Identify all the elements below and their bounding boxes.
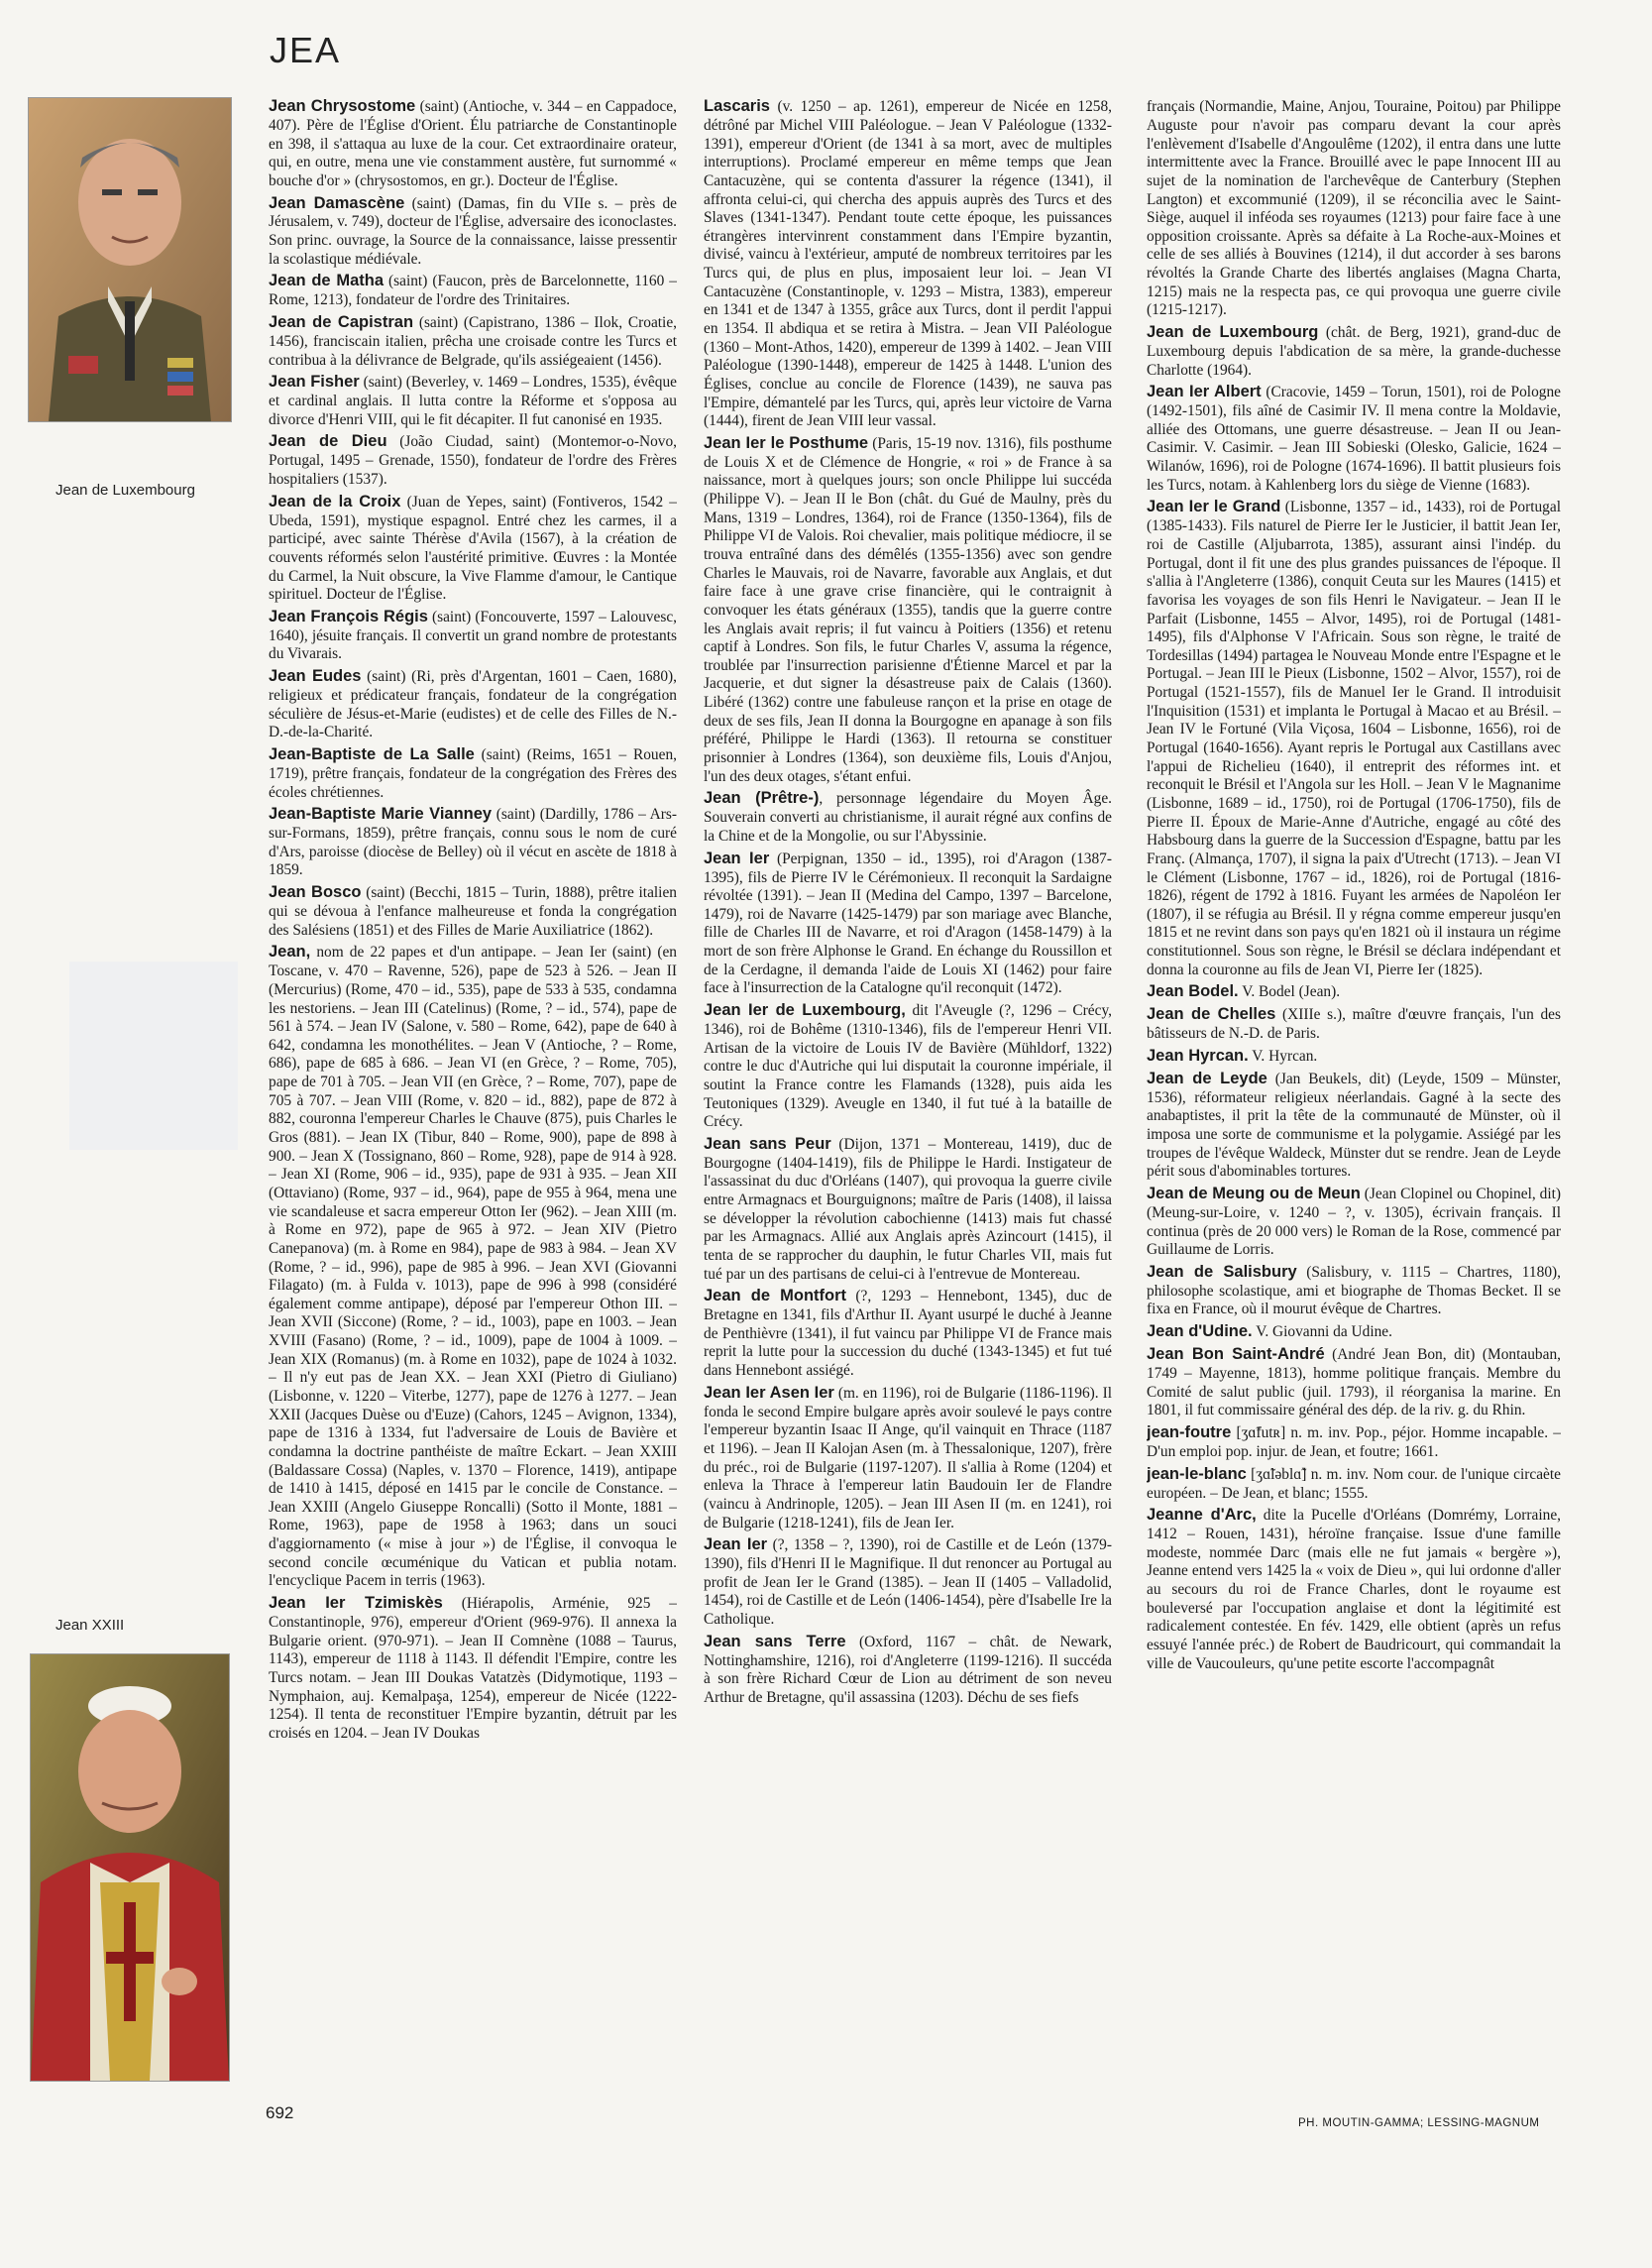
entry-headword: Jeanne d'Arc, — [1147, 1506, 1257, 1525]
entry-headword: Jean de Matha — [269, 272, 385, 290]
dictionary-entry — [269, 97, 677, 191]
entry-headword: Jean de Salisbury — [1147, 1262, 1297, 1281]
dictionary-entry — [704, 789, 1112, 846]
entry-headword: Jean-Baptiste Marie Vianney — [269, 805, 493, 824]
entry-text: dite la Pucelle d'Orléans (Domrémy, Lorraine, 1412 – Rouen, 1431), héroïne française. Issue d'une famille modeste, nommée Darc (mais elle ne fut jamais « bergère »), Jeanne entend vers 1425 la « voix de Dieu », qui lui ordonne d'aller au secours du roi de France Charles, dont le royaume est bouleversé par l'occupation anglaise et dont la légitimité est radicalement contestée. En fév. 1429, elle obtient (après un refus essuyé l'année préc.) de Robert de Baudricourt, qui commandait la ville de Vaucouleurs, qu'une petite escorte l'accompagnât — [1147, 1507, 1561, 1672]
text-column-1 — [269, 97, 677, 2090]
entry-headword: Jean d'Udine. — [1147, 1322, 1253, 1341]
entry-headword: Jean de la Croix — [269, 492, 401, 510]
dictionary-entry — [1147, 1423, 1561, 1462]
entry-text: (Dijon, 1371 – Montereau, 1419), duc de Bourgogne (1404-1419), fils de Philippe le Hardi. Instigateur de l'assassinat du duc d'Orléans (1407), qui provoqua la guerre civile entre Armagnacs et Bourguignons; maître de Paris (1408), il laissa se développer la révolution cabochienne (1413) mais fut chassé par les Armagnacs. Allié aux Anglais après Azincourt (1415), il tenta de se rapprocher du dauphin, le futur Charles VII, mais fut tué par un des partisans de celui-ci à l'entrevue de Montereau. — [704, 1135, 1112, 1283]
photo-caption-luxembourg: Jean de Luxembourg — [55, 482, 195, 499]
entry-text: (saint) (Capistrano, 1386 – Ilok, Croatie, 1456), franciscain italien, prêcha une croisade contre les Turcs et contribua à la délivrance de Belgrade, qu'ils assiégeaient (1456). — [269, 313, 677, 369]
dictionary-entry — [269, 883, 677, 940]
entry-text: (André Jean Bon, dit) (Montauban, 1749 – Mayenne, 1813), homme politique français. Membre du Comité de salut public (juil. 1793), il réorganisa la marine. En 1801, il fut commissaire général des dép. de la riv. g. du Rhin. — [1147, 1346, 1561, 1419]
entry-headword: Jean Ier le Grand — [1147, 498, 1281, 516]
entry-text: V. Hyrcan. — [1248, 1047, 1318, 1065]
portrait-image-luxembourg — [29, 98, 231, 421]
entry-headword: Jean Ier — [704, 849, 770, 867]
entry-headword: Jean Ier Tzimiskès — [269, 1594, 443, 1613]
dictionary-entry — [704, 1535, 1112, 1630]
entry-headword: Jean de Capistran — [269, 312, 414, 331]
entry-text: (Hiérapolis, Arménie, 925 – Constantinople, 976), empereur d'Orient (969-976). Il annexa la Bulgarie orient. (970-971). – Jean II Comnène (1088 – Taurus, 1143), empereur de 1118 à 1143. Il défendit l'Empire, contre les Turcs notam. – Jean III Doukas Vatatzès (Didymotique, 1193 – Nymphaion, auj. Kemalpaşa, 1254), empereur de Nicée (1222-1254). Il tenta de reconstituer l'Empire byzantin, détruit par les croisés en 1204. – Jean IV Doukas — [269, 1595, 677, 1742]
entry-text: (saint) (Dardilly, 1786 – Ars-sur-Formans, 1859), prêtre français, connu sous le nom de curé d'Ars, paroisse (diocèse de Belley) où il vécut en ascète de 1818 à 1859. — [269, 806, 677, 879]
entry-headword: Jean Chrysostome — [269, 97, 416, 115]
photo-credit: PH. MOUTIN-GAMMA; LESSING-MAGNUM — [1298, 2117, 1540, 2129]
dictionary-entry — [704, 1287, 1112, 1381]
entry-text: (saint) (Damas, fin du VIIe s. – près de Jérusalem, v. 749), docteur de l'Église, adversaire des iconoclastes. Son princ. ouvrage, la Source de la connaissance, laisse pressentir la scolastique médiévale. — [269, 194, 677, 268]
running-head: JEA — [270, 30, 342, 70]
entry-text: (?, 1358 – ?, 1390), roi de Castille et de León (1379-1390), fils d'Henri II le Magnifique. Il dut renoncer au Portugal au profit de Jean Ier le Grand (1385). – Jean II (1405 – Valladolid, 1454), roi de Castille et de León (1406-1454), père d'Isabelle Ire la Catholique. — [704, 1536, 1112, 1629]
dictionary-entry — [269, 745, 677, 802]
portrait-image-pope — [31, 1654, 229, 2081]
photo-jean-de-luxembourg — [28, 97, 232, 422]
entry-text: (chât. de Berg, 1921), grand-duc de Luxembourg depuis l'abdication de sa mère, la grande-duchesse Charlotte (1964). — [1147, 324, 1561, 379]
dictionary-entry — [269, 943, 677, 1591]
dictionary-entry — [1147, 1005, 1561, 1044]
entry-text: (saint) (Foncouverte, 1597 – Lalouvesc, 1640), jésuite français. Il convertit un grand nombre de protestants du Vivarais. — [269, 608, 677, 663]
dictionary-entry — [269, 432, 677, 489]
entry-text: (saint) (Antioche, v. 344 – en Cappadoce, 407). Père de l'Église d'Orient. Élu patriarche de Constantinople en 398, il s'attaqua au luxe de la cour. Cet extraordinaire orateur, qui, en outre, mena une vie constamment austère, fut surnommé « bouche d'or » (chrysostomos, en gr.). Docteur de l'Église. — [269, 98, 677, 189]
entry-text: (Jean Clopinel ou Chopinel, dit) (Meung-sur-Loire, v. 1240 – ?, v. 1305), écrivain français. Il continua (près de 20 000 vers) le Roman de la Rose, commencé par Guillaume de Lorris. — [1147, 1186, 1561, 1259]
dictionary-entry — [269, 805, 677, 880]
dictionary-entry — [1147, 1070, 1561, 1182]
dictionary-entry — [704, 434, 1112, 786]
entry-headword: Jean de Luxembourg — [1147, 323, 1319, 341]
dictionary-entry — [1147, 1185, 1561, 1260]
entry-headword: Jean Ier Albert — [1147, 383, 1262, 401]
dictionary-entry — [269, 373, 677, 429]
entry-headword: Jean Bodel. — [1147, 982, 1239, 1001]
entry-headword: jean-le-blanc — [1147, 1464, 1247, 1483]
entry-headword: Jean Ier de Luxembourg, — [704, 1001, 906, 1019]
entry-text: (Perpignan, 1350 – id., 1395), roi d'Aragon (1387-1395), fils de Pierre IV le Cérémonieux. Il reconquit la Sardaigne révoltée (1391). – Jean II (Medina del Campo, 1397 – Barcelone, 1479), roi de Navarre (1425-1479) par son mariage avec Blanche, fille de Charles III de Navarre, et roi d'Aragon (1458-1479) à la mort de son frère Alphonse le Grand. En échange du Roussillon et de la Cerdagne, il demanda l'aide de Louis XI (1462) pour faire face à l'insurrection de la Catalogne qu'il reconquit (1472). — [704, 850, 1112, 997]
entry-text: [ʒɑ̃ləblɑ̃] n. m. inv. Nom cour. de l'unique circaète européen. – De Jean, et blanc; 1555. — [1147, 1465, 1561, 1502]
entry-text: (saint) (Faucon, près de Barcelonnette, 1160 – Rome, 1213), fondateur de l'ordre des Trinitaires. — [269, 273, 677, 309]
entry-headword: Jean François Régis — [269, 607, 428, 625]
dictionary-entry — [1147, 498, 1561, 979]
dictionary-entry — [704, 1001, 1112, 1132]
entry-text: (?, 1293 – Hennebont, 1345), duc de Bretagne en 1341, fils d'Arthur II. Ayant usurpé le duché à Jeanne de Penthièvre (1341), il fut vaincu par Philippe VI de France mais reprit la lutte pour la succession du duché (1343-1345) et fut tué dans Hennebont assiégé. — [704, 1288, 1112, 1380]
dictionary-entry — [269, 313, 677, 370]
entry-headword: Jean de Montfort — [704, 1287, 847, 1305]
dictionary-entry — [269, 272, 677, 310]
entry-text: (saint) (Ri, près d'Argentan, 1601 – Caen, 1680), religieux et prédicateur français, fondateur de la congrégation séculière de Jésus-et-Marie (eudistes) et de celle des Filles de N.-D.-de-la-Charité. — [269, 668, 677, 741]
bleed-through-shadow — [69, 962, 238, 1150]
entry-text: [ʒɑ̃futʀ] n. m. inv. Pop., péjor. Homme incapable. – D'un emploi pop. injur. de Jean, et foutre; 1661. — [1147, 1423, 1561, 1460]
text-column-3 — [1147, 97, 1561, 2090]
entry-headword: Jean de Dieu — [269, 432, 387, 451]
entry-headword: Lascaris — [704, 97, 770, 115]
entry-headword: Jean Fisher — [269, 373, 360, 392]
entry-headword: Jean, — [269, 943, 311, 962]
entry-headword: Jean Damascène — [269, 193, 405, 212]
entry-headword: Jean sans Peur — [704, 1134, 831, 1153]
dictionary-entry — [1147, 1047, 1561, 1067]
entry-headword: Jean de Chelles — [1147, 1005, 1276, 1024]
entry-text: (XIIIe s.), maître d'œuvre français, l'un des bâtisseurs de N.-D. de Paris. — [1147, 1006, 1561, 1043]
dictionary-entry — [1147, 97, 1561, 320]
dictionary-entry — [269, 1594, 677, 1743]
entry-text: V. Bodel (Jean). — [1238, 983, 1341, 1001]
dictionary-entry — [1147, 383, 1561, 495]
dictionary-entry — [269, 493, 677, 605]
entry-headword: Jean de Leyde — [1147, 1069, 1267, 1087]
dictionary-entry — [1147, 1263, 1561, 1319]
entry-text: nom de 22 papes et d'un antipape. – Jean Ier (saint) (en Toscane, v. 470 – Ravenne, 526), pape de 523 à 526. – Jean II (Mercurius) (Rome, 470 – id., 535), pape de 533 à 535, condamna les nestoriens. – Jean III (Catelinus) (Rome, ? – id., 574), pape de 561 à 574. – Jean IV (Salone, v. 580 – Rome, 642), pape de 640 à 642, condamna les monothélites. – Jean V (Antioche, ? – Rome, 686), pape de 685 à 686. – Jean VI (en Grèce, ? – Rome, 705), pape de 701 à 705. – Jean VII (en Grèce, ? – Rome, 707), pape de 705 à 707. – Jean VIII (Rome, v. 820 – id., 882), pape de 872 à 882, couronna l'empereur Charles le Chauve (875), puis Charles le Gros (881). – Jean IX (Tibur, 840 – Rome, 900), pape de 898 à 900. – Jean X (Tossignano, 860 – Rome, 928), pape de 914 à 928. – Jean XI (Rome, 906 – id., 935), pape de 931 à 935. – Jean XII (Ottaviano) (Rome, 937 – id., 964), pape de 955 à 964, mena une vie scandaleuse et sacra empereur Otton Ier (962). – Jean XIII (m. à Rome en 972), pape de 965 à 972. – Jean XIV (Pietro Canepanova) (m. à Rome en 984), pape de 983 à 984. – Jean XV (Rome, ? – id., 996), pape de 985 à 996. – Jean XVI (Giovanni Filagato) (m. à Fulda v. 1013), pape de 996 à 998 (considéré également comme antipape), déposé par l'empereur Othon III. – Jean XVII (Siccone) (Rome, ? – id., 1003), pape en 1003. – Jean XVIII (Fasano) (Rome, ? – id., 1009), pape de 1004 à 1009. – Jean XIX (Romanus) (m. à Rome en 1032), pape de 1024 à 1032. – Il n'y eut pas de Jean XX. – Jean XXI (Pietro di Giuliano) (Lisbonne, v. 1220 – Viterbe, 1277), pape de 1276 à 1277. – Jean XXII (Jacques Duèse ou d'Euze) (Cahors, 1245 – Avignon, 1334), pape de 1316 à 1334, fut l'adversaire de Louis de Bavière et condamna la doctrine panthéiste de maître Eckart. – Jean XXIII (Baldassare Cossa) (Naples, v. 1370 – Florence, 1419), antipape de 1410 à 1415, déposé en 1415 par le concile de Constance. – Jean XXIII (Angelo Giuseppe Roncalli) (Sotto il Monte, 1881 – Rome, 1963), pape de 1958 à 1963; dans un souci d'aggiornamento (« mise à jour ») de l'Église, il convoqua le second concile œcuménique du Vatican et publia notam. l'encyclique Pacem in terris (1963). — [269, 944, 677, 1590]
entry-headword: Jean sans Terre — [704, 1632, 846, 1650]
dictionary-entry — [1147, 982, 1561, 1002]
entry-headword: Jean Hyrcan. — [1147, 1046, 1249, 1065]
dictionary-entry — [704, 97, 1112, 431]
photo-caption-jean-xxiii: Jean XXIII — [55, 1617, 125, 1634]
entry-headword: Jean Bon Saint-André — [1147, 1345, 1325, 1364]
entry-headword: jean-foutre — [1147, 1422, 1232, 1441]
entry-text: dit l'Aveugle (?, 1296 – Crécy, 1346), roi de Bohême (1310-1346), fils de l'empereur Henri VII. Artisan de la victoire de Louis IV de Bavière (Mühldorf, 1322) contre le duc d'Autriche qui lui disputait la couronne impériale, il soutint la France contre les Flamands (1328), puis aida les Teutoniques (1329). Aveugle en 1340, il fut tué à la bataille de Crécy. — [704, 1002, 1112, 1131]
dictionary-entry — [704, 1633, 1112, 1708]
entry-headword: Jean Ier — [704, 1535, 768, 1554]
entry-headword: Jean-Baptiste de La Salle — [269, 744, 475, 763]
entry-headword: Jean Ier le Posthume — [704, 433, 869, 452]
entry-text: français (Normandie, Maine, Anjou, Touraine, Poitou) par Philippe Auguste pour n'avoir pas comparu devant la cour après l'enlèvement d'Isabelle d'Angoulême (1202), il entra dans une lutte intermittente avec la France. Brouillé avec le pape Innocent III au sujet de la nomination de l'archevêque de Canterbury (Stephen Langton) et excommunié (1209), il se réconcilia avec le Saint-Siège, auquel il inféoda ses royaumes (1213) pour faire face à une opposition croissante. Après sa défaite à La Roche-aux-Moines et celle de ses alliés à Bouvines (1214), il dut accorder à ses barons révoltés la Grande Charte des libertés anglaises (Magna Charta, 1215) mais ne la respecta pas, ce qui provoqua une guerre civile (1215-1217). — [1147, 98, 1561, 319]
dictionary-entry — [1147, 1465, 1561, 1504]
dictionary-entry — [1147, 1322, 1561, 1342]
entry-text: (m. en 1196), roi de Bulgarie (1186-1196). Il fonda le second Empire bulgare après avoir soulevé le pays contre l'empereur byzantin Isaac II Ange, qu'il vainquit en Thrace (1187 et 1196). – Jean II Kalojan Asen (m. à Thessalonique, 1207), frère du préc., roi de Bulgarie (1197-1207). Il s'allia à Rome (1204) et enleva la Thrace à l'empereur latin Baudouin Ier de Flandre (vaincu à Andrinople, 1205). – Jean III Asen II (m. en 1241), roi de Bulgarie (1218-1241), fils de Jean Ier. — [704, 1384, 1112, 1531]
photo-jean-xxiii — [30, 1653, 230, 2082]
entry-text: (saint) (Beverley, v. 1469 – Londres, 1535), évêque et cardinal anglais. Il lutta contre la Réforme et s'opposa au divorce d'Henri VIII, qui le fit décapiter. Il fut canonisé en 1935. — [269, 374, 677, 428]
entry-headword: Jean Eudes — [269, 667, 362, 686]
entry-text: (Salisbury, v. 1115 – Chartres, 1180), philosophe scolastique, ami et biographe de Thomas Becket. Il se fixa en France, où il mourut évêque de Chartres. — [1147, 1263, 1561, 1318]
dictionary-entry — [269, 194, 677, 270]
entry-text: (Juan de Yepes, saint) (Fontiveros, 1542 – Ubeda, 1591), mystique espagnol. Entré chez les carmes, il a participé, avec sainte Thérèse d'Avila (1567), à la création de couvents réformés selon l'austérité primitive. Œuvres : la Montée du Carmel, la Nuit obscure, la Vive Flamme d'amour, le Cantique spirituel. Docteur de l'Église. — [269, 493, 677, 604]
dictionary-entry — [269, 667, 677, 742]
entry-headword: Jean Ier Asen Ier — [704, 1383, 834, 1402]
entry-text: (v. 1250 – ap. 1261), empereur de Nicée en 1258, détrôné par Michel VIII Paléologue. – Jean V Paléologue (1332-1391), empereur d'Orient (de 1341 à sa mort, avec de multiples interruptions). Proclamé empereur en même temps que Jean Cantacuzène, qui se contenta d'assurer la régence (1341), il affronta celui-ci, qui chercha des appuis auprès des Turcs et des Slaves (1341-1347). Pendant toute cette époque, les puissances étrangères intervinrent constamment dans l'Empire byzantin, divisé, vaincu à l'extérieur, amputé de nombreux territoires par les Turcs qui, de plus en plus, imposaient leur loi. – Jean VI Cantacuzène (Constantinople, v. 1293 – Mistra, 1383), empereur en 1341 et de 1347 à 1355, grâce aux Turcs, dont il perdit l'appui en 1354. Il abdiqua et se retira à Mistra. – Jean VII Paléologue (1360 – Mont-Athos, 1420), empereur de 1399 à 1402. – Jean VIII Paléologue (1390-1448), empereur de 1425 à 1448. L'union des Églises, conclue au concile de Florence (1439), ne sauva pas l'Empire, démantelé par les Turcs, qui, après leur victoire de Varna (1444), firent de Jean VIII leur vassal. — [704, 98, 1112, 430]
entry-headword: Jean Bosco — [269, 883, 362, 902]
dictionary-entry — [1147, 1506, 1561, 1673]
entry-text: (saint) (Reims, 1651 – Rouen, 1719), prêtre français, fondateur de la congrégation des Frères des écoles chrétiennes. — [269, 745, 677, 801]
dictionary-entry — [1147, 323, 1561, 380]
entry-text: (João Ciudad, saint) (Montemor-o-Novo, Portugal, 1495 – Grenade, 1550), fondateur de l'ordre des Frères hospitaliers (1537). — [269, 433, 677, 489]
dictionary-entry — [1147, 1345, 1561, 1420]
entry-headword: Jean de Meung ou de Meun — [1147, 1185, 1361, 1203]
entry-text: (Oxford, 1167 – chât. de Newark, Nottinghamshire, 1216), roi d'Angleterre (1199-1216). Il succéda à son frère Richard Cœur de Lion au détriment de son neveu Arthur de Bretagne, qu'il assassina (1203). Déchu de ses fiefs — [704, 1633, 1112, 1706]
entry-text: (saint) (Becchi, 1815 – Turin, 1888), prêtre italien qui se dévoua à l'enfance malheureuse et fonda la congrégation des Salésiens (1851) et des Filles de Marie Auxiliatrice (1862). — [269, 884, 677, 939]
entry-text: (Paris, 15-19 nov. 1316), fils posthume de Louis X et de Clémence de Hongrie, « roi » de France à sa naissance, mort à quelques jours; son oncle Philippe lui succéda (Philippe V). – Jean II le Bon (chât. du Gué de Maulny, près du Mans, 1319 – Londres, 1364), roi de France (1350-1364), fils de Philippe VI de Valois. Roi chevalier, mais politique médiocre, il se trouva entraîné dans des démêlés (1355-1356) avec son gendre Charles le Mauvais, roi de Navarre, favorable aux Anglais, et dut faire face à une grave crise financière, qui le contraignit à convoquer les états généraux (1355), tandis que la guerre contre les Anglais avait repris; il fut vaincu à Poitiers (1356) et retenu captif à Londres. Son fils, le futur Charles V, assuma la régence, troublée par l'insurrection parisienne d'Étienne Marcel et par la Jacquerie, et dut signer la désastreuse paix de Calais (1360). Libéré (1362) contre une fabuleuse rançon et la prise en otage de deux de ses fils, Jean II donna la Bourgogne en apanage à son fils préféré, Philippe le Hardi (1363). Il retourna se constituer prisonnier à Londres (1364), son deuxième fils, Louis d'Anjou, l'un des deux otages, s'étant enfui. — [704, 434, 1112, 785]
entry-text: , personnage légendaire du Moyen Âge. Souverain converti au christianisme, il aurait régné aux confins de la Chine et de la Mongolie, ou sur l'Abyssinie. — [704, 790, 1112, 845]
page-number: 692 — [266, 2103, 294, 2122]
dictionary-entry — [269, 608, 677, 664]
entry-text: V. Giovanni da Udine. — [1252, 1323, 1392, 1341]
entry-text: (Cracovie, 1459 – Torun, 1501), roi de Pologne (1492-1501), fils aîné de Casimir IV. Il mena contre la Moldavie, alliée des Ottomans, une guerre désastreuse. – Jean II ou Jean-Casimir. V. Casimir. – Jean III Sobieski (Olesko, Galicie, 1624 – Wilanów, 1696), roi de Pologne (1674-1696). Il battit plusieurs fois les Turcs, notam. à Kahlenberg lors du siège de Vienne (1683). — [1147, 384, 1561, 494]
entry-headword: Jean (Prêtre-) — [704, 789, 820, 808]
dictionary-entry — [704, 1135, 1112, 1284]
dictionary-entry — [704, 1384, 1112, 1532]
dictionary-entry — [704, 850, 1112, 998]
entry-text: (Jan Beukels, dit) (Leyde, 1509 – Münster, 1536), réformateur religieux néerlandais. Gagné à la secte des anabaptistes, il prit la tête de la communauté de Münster, où il imposa une sorte de communisme et la polygamie. Assiégé par les troupes de l'évêque Waldeck, Münster dut se rendre. Jean de Leyde périt sous d'abominables tortures. — [1147, 1070, 1561, 1181]
entry-text: (Lisbonne, 1357 – id., 1433), roi de Portugal (1385-1433). Fils naturel de Pierre Ier le Justicier, il battit Jean Ier, roi de Castille (Aljubarrota, 1385), assurant ainsi l'indép. du Portugal, dont il fit une des plus grandes puissances de l'époque. Il s'allia à l'Angleterre (1386), conquit Ceuta sur les Maures (1415) et favorisa les voyages de son fils Henri le Navigateur. – Jean II le Parfait (Lisbonne, 1455 – Alvor, 1495), roi de Portugal (1481-1495), fils d'Alphonse V l'Africain. Sous son règne, le traité de Tordesillas (1494) partagea le Nouveau Monde entre l'Espagne et le Portugal. – Jean III le Pieux (Lisbonne, 1502 – Alvor, 1557), roi de Portugal (1521-1557), fils de Manuel Ier le Grand. Il introduisit l'Inquisition (1531) et implanta le Portugal à Macao et au Brésil. – Jean IV le Fortuné (Vila Viçosa, 1604 – Lisbonne, 1656), roi de Portugal (1640-1656). Ayant repris le Portugal aux Castillans avec l'appui de Richelieu (1640), il entreprit des réformes int. et reconquit le Brésil et l'Angola sur les Holl. – Jean V le Magnanime (Lisbonne, 1689 – id., 1750), roi de Portugal (1706-1750), fils de Pierre II. Époux de Marie-Anne d'Autriche, engagé au côté des Habsbourg dans la guerre de la Succession d'Espagne, battu par les Franç. (Almança, 1707), il signa la paix d'Utrecht (1713). – Jean VI le Clément (Lisbonne, 1767 – id., 1826), roi de Portugal (1816-1826), régent de 1792 à 1816. Fuyant les armées de Napoléon Ier (1807), il se réfugia au Brésil. Il y régna comme empereur jusqu'en 1815 et ne revint dans son pays qu'en 1821 où il instaura un régime constitutionnel. Sous son règne, le Brésil se déclara indépendant et donna la couronne au fils de Jean VI, Pierre Ier (1825). — [1147, 499, 1561, 978]
text-column-2 — [704, 97, 1112, 2090]
